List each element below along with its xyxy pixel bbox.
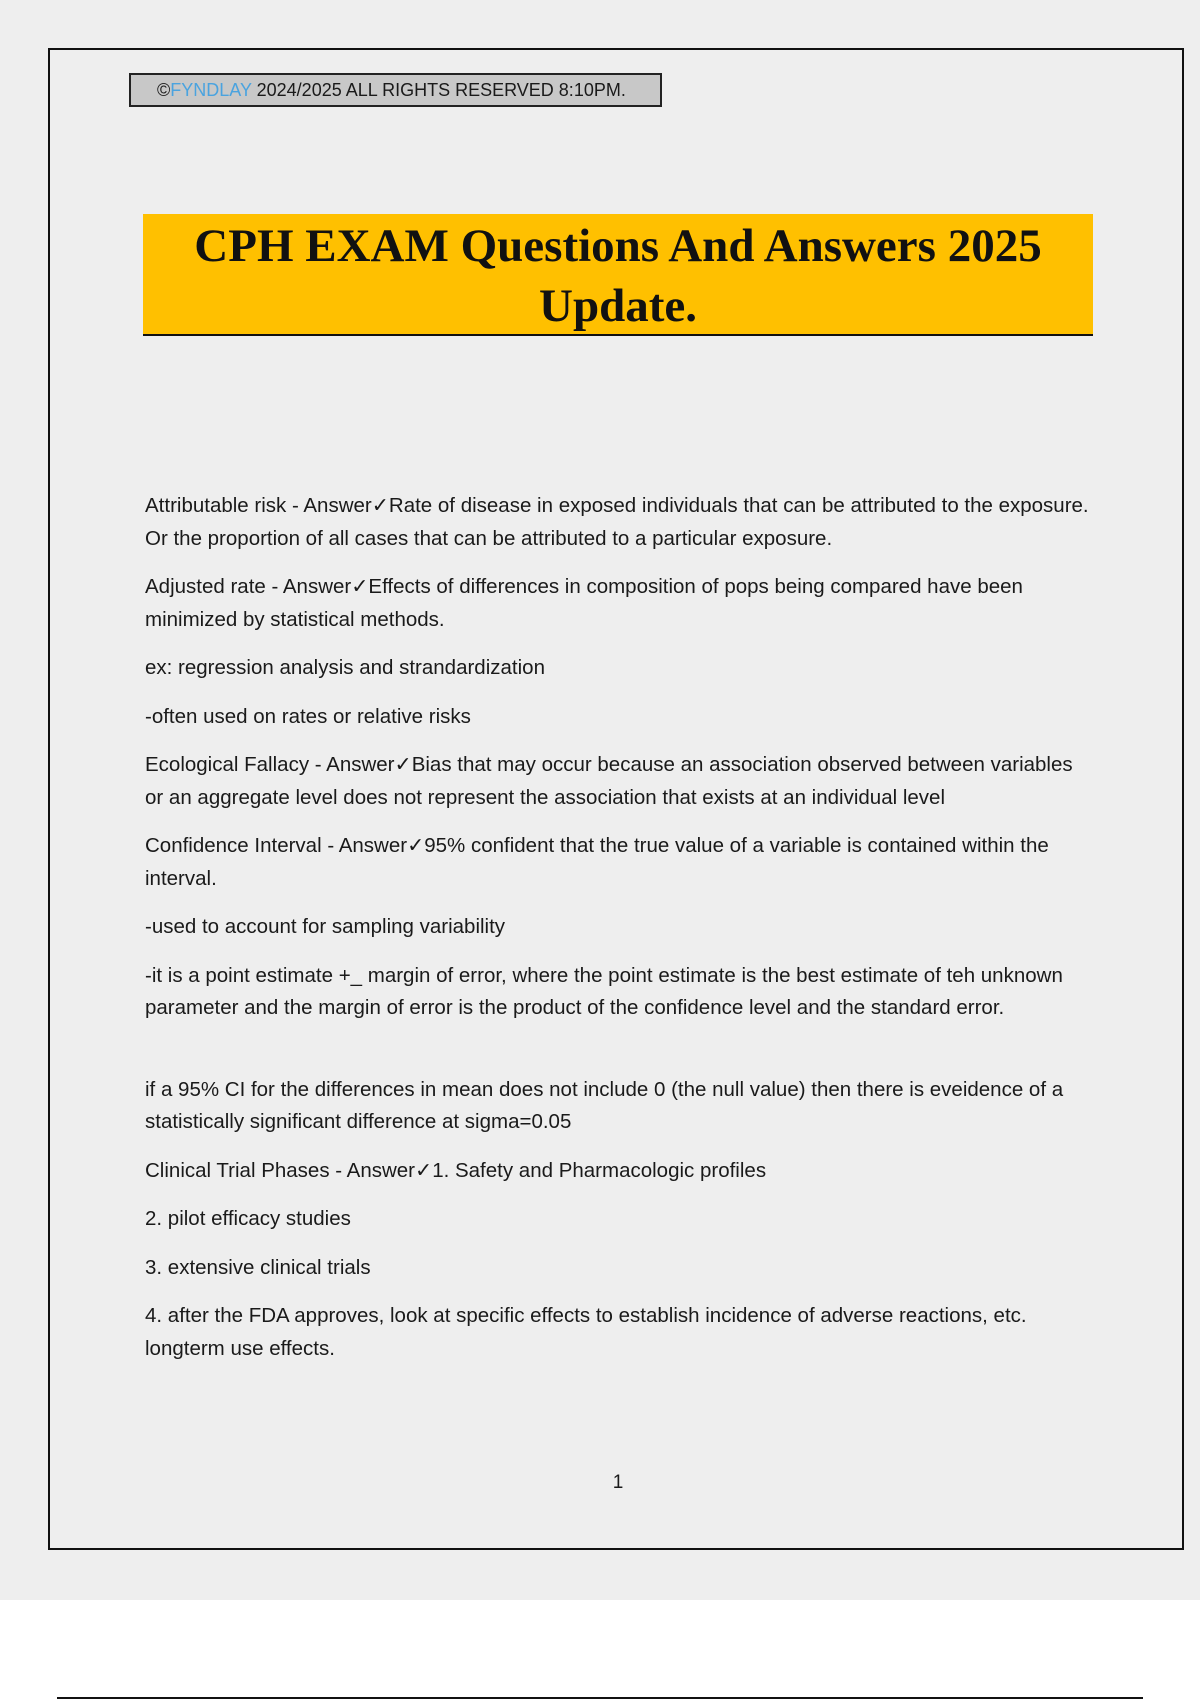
rights-text: 2024/2025 ALL RIGHTS RESERVED 8:10PM. [251, 80, 626, 100]
bottom-divider [57, 1697, 1143, 1699]
entry-ci-note-3: if a 95% CI for the differences in mean does not include 0 (the null value) then there is eveidence of a statistically significant difference at sigma=0.05 [145, 1077, 1064, 1133]
brand-name: FYNDLAY [170, 80, 252, 100]
copyright-symbol: © [157, 80, 171, 100]
entry-ci-note-1: -used to account for sampling variability [145, 915, 506, 938]
title-line-1: CPH EXAM Questions And Answers 2025 [194, 220, 1042, 272]
entry-phase-3: 3. extensive clinical trials [145, 1255, 371, 1279]
entry-ecological-fallacy: Ecological Fallacy - Answer✓Bias that may occur because an association observed between variables or an aggregate level does not represent the association that exists at an individual level [145, 753, 1073, 809]
entry-attributable-risk: Attributable risk - Answer✓Rate of disease in exposed individuals that can be attributed to the exposure. Or the proportion of all cases that can be attributed to a particular exposure. [145, 494, 1089, 550]
copyright-notice [129, 73, 662, 107]
entry-phase-2: 2. pilot efficacy studies [145, 1207, 351, 1230]
qa-content [145, 490, 1095, 1381]
entry-adjusted-rate: Adjusted rate - Answer✓Effects of differences in composition of pops being compared have been minimized by statistical methods. [145, 575, 1023, 631]
title-line-2: Update. [539, 280, 697, 332]
entry-ci-note-2: -it is a point estimate +_ margin of error, where the point estimate is the best estimate of teh unknown parameter and the margin of error is the product of the confidence level and the standard error. [145, 963, 1063, 1019]
entry-confidence-interval: Confidence Interval - Answer✓95% confident that the true value of a variable is contained within the interval. [145, 834, 1049, 890]
entry-clinical-trial-phases: Clinical Trial Phases - Answer✓1. Safety and Pharmacologic profiles [145, 1158, 767, 1182]
page-number: 1 [612, 1472, 624, 1493]
entry-adjusted-rate-note: -often used on rates or relative risks [145, 704, 471, 728]
entry-adjusted-rate-example: ex: regression analysis and strandardization [145, 656, 545, 679]
document-title [143, 214, 1093, 336]
entry-phase-4: 4. after the FDA approves, look at specific effects to establish incidence of adverse reactions, etc. longterm use effects. [145, 1304, 1027, 1360]
